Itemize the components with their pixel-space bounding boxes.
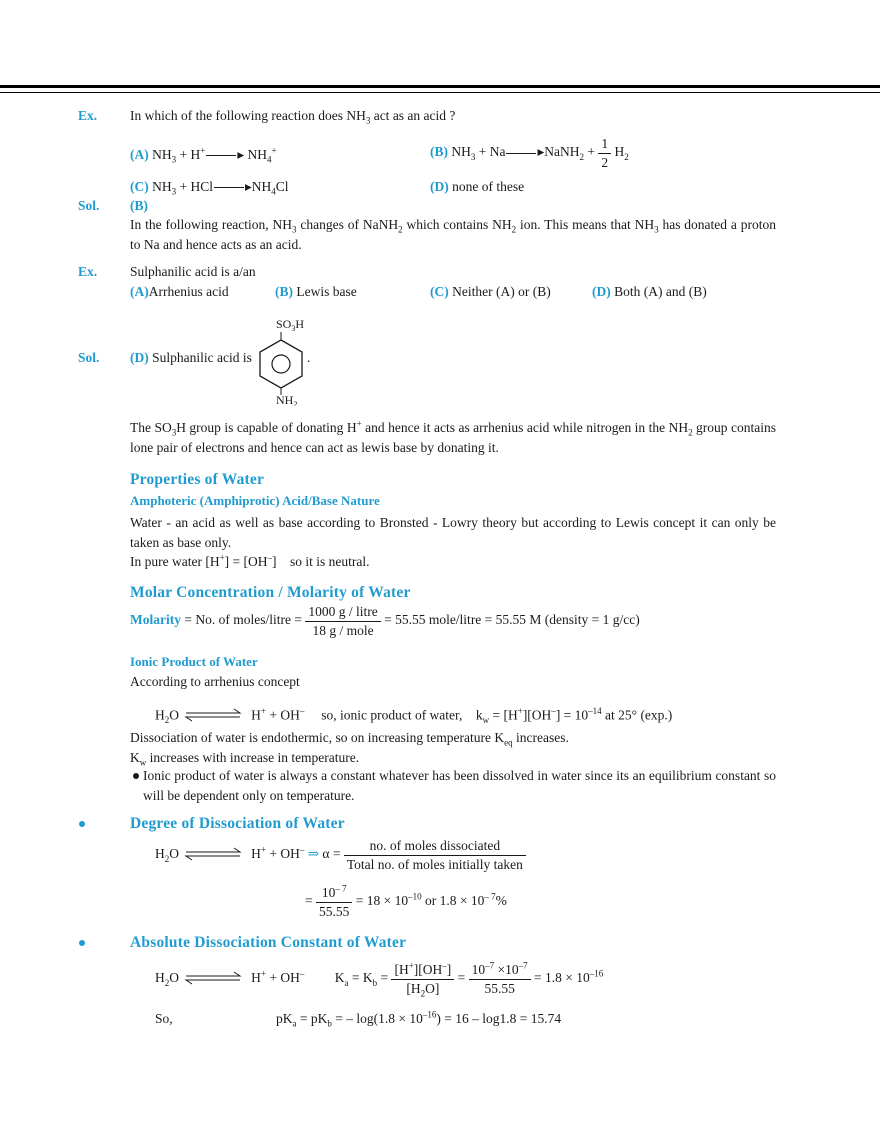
equilibrium-arrow-icon xyxy=(182,708,244,725)
sulphanilic-acid-structure xyxy=(250,314,310,406)
absolute-bullet xyxy=(79,940,85,946)
option-1a: (A) $NH_3 + H^+$ ▸ $NH_4^+$ xyxy=(130,145,277,165)
amphoteric-title: Amphoteric (Amphiprotic) Acid/Base Nature xyxy=(130,493,380,508)
amphoteric-text: Water - an acid as well as base according to Bronsted - Lowry theory but according to Lewis concept it can only be taken as base only. xyxy=(130,515,776,550)
question-1: In which of the following reaction does $NH_3$ act as an acid ? xyxy=(130,108,456,126)
answer-2: (D) Sulphanilic acid is xyxy=(130,350,252,365)
degree-bullet xyxy=(79,821,85,827)
bullet-point xyxy=(133,773,139,779)
question-2: Sulphanilic acid is a/an xyxy=(130,264,256,279)
header-rule-thin xyxy=(0,92,880,93)
dissociation-text: Dissociation of water is endothermic, so on increasing temperature $K_{eq}$ increases. xyxy=(130,730,569,748)
header-rule-thick xyxy=(0,85,880,88)
degree-title: Degree of Dissociation of Water xyxy=(130,815,345,832)
option-2d: (D) Both (A) and (B) xyxy=(592,284,707,299)
answer-1: (B) xyxy=(130,198,148,213)
sol-label-2: Sol. xyxy=(78,350,100,365)
option-1b: (B) $NH_3 + Na$ ▸NaNH$_2$ + $\frac{1}{2}$ $H_2$ xyxy=(430,136,629,170)
explanation-1: In the following reaction, $NH_3$ changes of NaNH$_2$ which contains $NH_2$ ion. This means that $NH_3$ has donated a proton to Na and hence acts as an acid. xyxy=(130,217,777,252)
sol-label-1: Sol. xyxy=(78,198,100,213)
option-2b: (B) Lewis base xyxy=(275,284,357,299)
option-1d: (D) none of these xyxy=(430,179,525,194)
equilibrium-arrow-icon xyxy=(182,971,244,988)
nh2-group: $NH_2$ xyxy=(276,393,298,406)
absolute-equation: $H_2O$ H+ + OH– $K_a = K_b$ = $\frac{[H^+][OH^-]}{[H_2O]}$ = $\frac{10^{-7} \times 10^{-7}}{55.55}$ = $1.8 \times 10^{-16}$ xyxy=(155,960,604,999)
absolute-title: Absolute Dissociation Constant of Water xyxy=(130,934,407,951)
properties-title: Properties of Water xyxy=(130,471,265,488)
explanation-2: The $SO_3H$ group is capable of donating H+ and hence it acts as arrhenius acid while nitrogen in the $NH_2$ group contains lone pair of electrons and hence can act as lewis base by donating it. xyxy=(130,418,776,455)
ionic-intro: According to arrhenius concept xyxy=(130,674,300,689)
option-2c: (C) Neither (A) or (B) xyxy=(430,284,551,299)
ex-label-2: Ex. xyxy=(78,264,98,279)
option-1c: (C) $NH_3$ + HCl $▸NH_4Cl$ xyxy=(130,179,289,197)
so-label: So, xyxy=(155,1011,173,1026)
ionic-equation: $H_2O$ H+ + OH– so, ionic product of water, $k_w = [H^+][OH^-] = 10^{-14}$ at 25° (exp.) xyxy=(155,705,673,726)
ionic-title: Ionic Product of Water xyxy=(130,654,258,669)
pk-equation: $pK_a = pK_b$ = – $\log(1.8 \times 10^{-16}) = 16 - \log 1.8 = 15.74$ xyxy=(276,1009,562,1029)
molarity-equation: Molarity = No. of moles/litre = $\frac{\text{1000 g / litre}}{\text{18 g / mole}}$ = 55.55 mole/litre = 55.55 M (density = 1 g/cc) xyxy=(130,604,640,638)
kw-text: $K_w$ increases with increase in temperature. xyxy=(130,750,360,768)
equilibrium-arrow-icon xyxy=(182,847,244,864)
ex-label-1: Ex. xyxy=(78,108,98,123)
structure-period: . xyxy=(307,350,311,365)
degree-result: = $\frac{10^{- 7}}{55.55}$ = $18 \times 10^{-10}$ or $1.8 \times 10^{- 7}\%$ xyxy=(305,883,507,919)
option-2a: (A)Arrhenius acid xyxy=(130,284,229,299)
pure-water-text: In pure water [H+] = [OH–] so it is neutral. xyxy=(130,552,370,569)
so3h-group: $SO_3H$ xyxy=(276,317,305,333)
molar-title: Molar Concentration / Molarity of Water xyxy=(130,584,411,601)
degree-equation: $H_2O$ H+ + OH– ⇒ α = $\frac{\text{no. of moles dissociated}}{\text{Total no. of moles initially taken}}$ xyxy=(155,838,526,872)
bullet-text: Ionic product of water is always a constant whatever has been dissolved in water since its an equilibrium constant so will be dependent only on temperature. xyxy=(143,768,776,803)
